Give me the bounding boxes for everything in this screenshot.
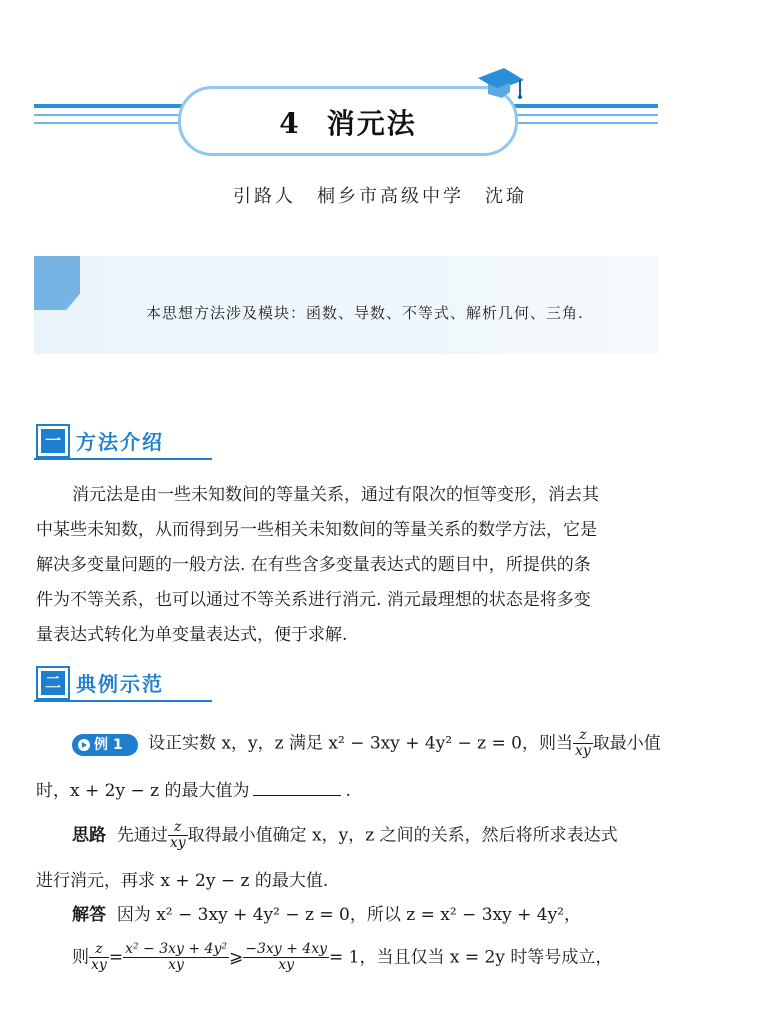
play-icon [78, 739, 90, 751]
chapter-title-pill [178, 86, 518, 156]
fraction-z-over-xy [168, 820, 188, 852]
fraction-denominator: xy [574, 743, 591, 760]
question-text: 时，x + 2y − z 的最大值为 [36, 781, 250, 801]
answer-label: 解答 [72, 905, 106, 925]
fraction-numerator: z [89, 942, 109, 958]
fraction-denominator: xy [278, 957, 295, 974]
fraction-denominator: xy [169, 835, 186, 852]
idea-text: 先通过 [116, 825, 168, 846]
example-badge-label: 例 1 [94, 737, 123, 753]
paragraph-line: 消元法是由一些未知数间的等量关系，通过有限次的恒等变形，消去其 [72, 485, 599, 505]
header-stripe-left [34, 104, 184, 108]
section-number: 二 [41, 671, 65, 695]
answer-line1 [72, 900, 581, 925]
section-number-badge [36, 424, 70, 458]
example-question-line2 [36, 776, 351, 801]
fraction-expression [123, 942, 229, 974]
chapter-title [181, 102, 515, 142]
question-period: . [345, 781, 351, 801]
idea-label: 思路 [72, 825, 106, 846]
section-title: 典例示范 [76, 672, 164, 696]
fraction-z-over-xy [89, 942, 109, 974]
idea-line1 [72, 820, 618, 852]
fraction-numerator: x² − 3xy + 4y² [125, 941, 227, 957]
scope-text: 本思想方法涉及模块：函数、导数、不等式、解析几何、三角. [146, 304, 584, 322]
paragraph-line: 解决多变量问题的一般方法. 在有些含多变量表达式的题目中，所提供的条 [36, 555, 591, 575]
chapter-title-text: 消元法 [326, 107, 417, 140]
example-question-line1 [148, 728, 661, 760]
example-badge [72, 734, 138, 756]
idea-text: 取得最小值确定 x，y，z 之间的关系，然后将所求表达式 [187, 825, 618, 846]
chapter-number: 4 [279, 107, 301, 140]
scope-flag-icon [34, 256, 80, 310]
paragraph-line: 件为不等关系，也可以通过不等关系进行消元. 消元最理想的状态是将多变 [36, 590, 591, 610]
section-number: 一 [41, 429, 65, 453]
answer-text: 因为 x² − 3xy + 4y² − z = 0，所以 z = x² − 3xy + 4y²， [116, 905, 582, 925]
header-stripe-right-thin [506, 114, 658, 116]
header-stripe-right-thin-2 [506, 122, 658, 124]
answer-line2 [72, 942, 612, 974]
fraction-expression [243, 942, 329, 974]
section-underline [34, 700, 212, 702]
equals-sign: = [108, 947, 124, 968]
fraction-numerator: z [573, 728, 593, 744]
paragraph-line: 量表达式转化为单变量表达式，便于求解. [36, 625, 348, 645]
section-underline [34, 458, 212, 460]
idea-line2: 进行消元，再求 x + 2y − z 的最大值. [36, 871, 329, 891]
answer-text: 则 [72, 947, 89, 968]
guide-author: 引路人 桐乡市高级中学 沈瑜 [233, 186, 527, 207]
fraction-z-over-xy [573, 728, 593, 760]
section-title: 方法介绍 [76, 430, 164, 454]
question-text: 取最小值 [592, 733, 661, 754]
graduation-cap-icon [476, 66, 526, 102]
question-text: 设正实数 x，y，z 满足 x² − 3xy + 4y² − z = 0，则当 [148, 733, 573, 754]
fraction-numerator: z [168, 820, 188, 836]
section-number-badge [36, 666, 70, 700]
header-stripe-right [506, 104, 658, 108]
fraction-denominator: xy [91, 957, 107, 974]
fraction-denominator: xy [168, 957, 184, 974]
header-stripe-left-thin [34, 114, 184, 116]
answer-blank [253, 779, 341, 796]
geq-sign: ⩾ [228, 947, 244, 968]
section-heading-examples [34, 666, 214, 702]
header-stripe-left-thin-2 [34, 122, 184, 124]
fraction-numerator: −3xy + 4xy [245, 941, 328, 957]
section-heading-method [34, 424, 214, 460]
answer-text: = 1，当且仅当 x = 2y 时等号成立， [329, 947, 613, 968]
paragraph-line: 中某些未知数，从而得到另一些相关未知数间的等量关系的数学方法，它是 [36, 520, 597, 540]
